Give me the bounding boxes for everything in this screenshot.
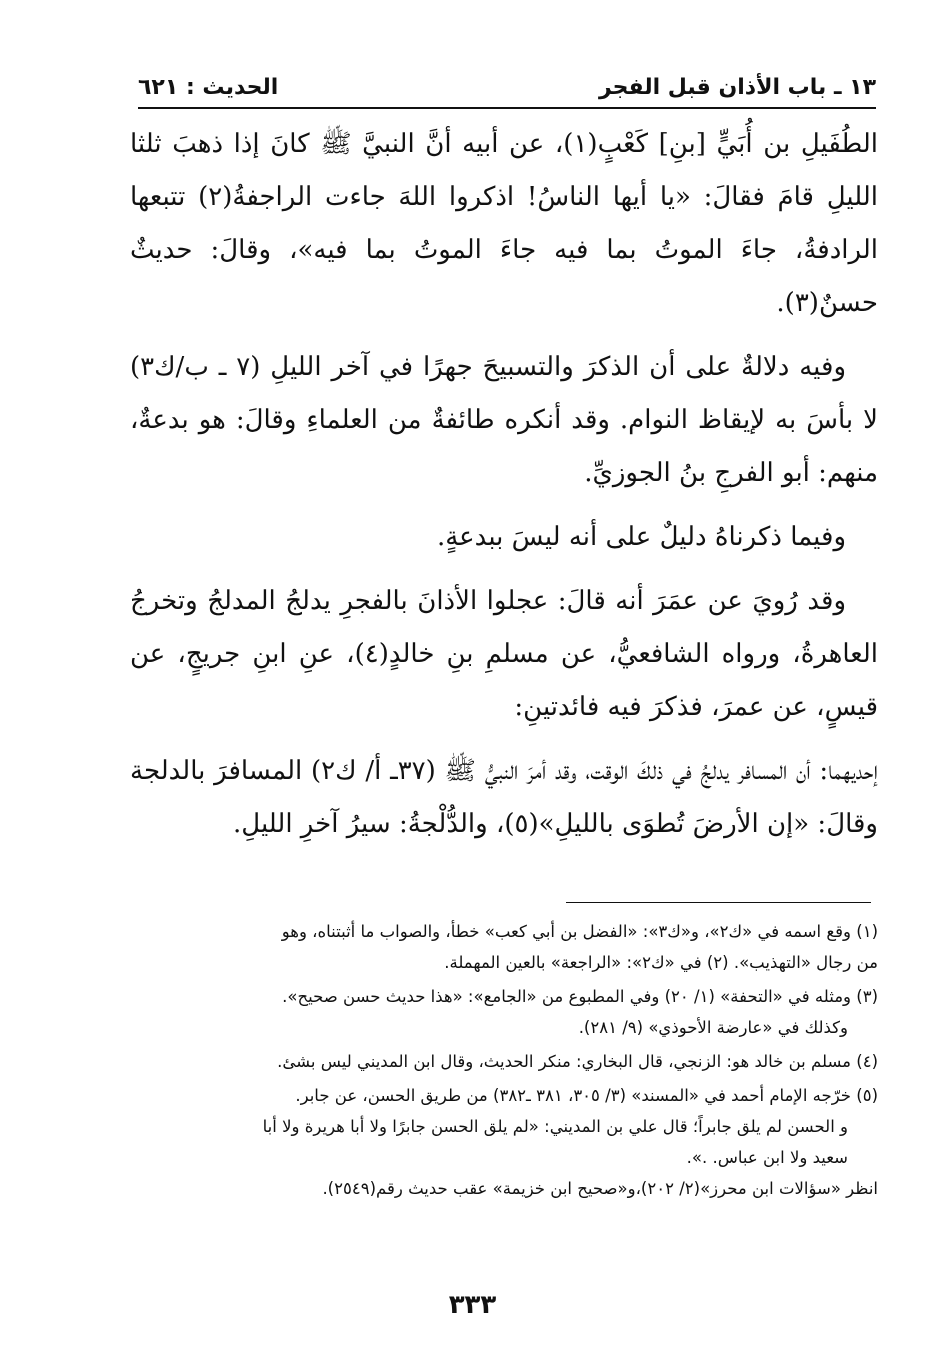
footnote-3 bbox=[130, 981, 878, 1043]
footnote-line: (٤) مسلم بن خالد هو: الزنجي، قال البخاري: منكر الحديث، وقال ابن المديني ليس بشئ. bbox=[277, 1052, 878, 1071]
page-number: ٣٣٣ bbox=[448, 1290, 497, 1320]
header-rule bbox=[138, 107, 876, 109]
footnote-line: وكذلك في «عارضة الأحوذي» (٩/ ٢٨١). bbox=[578, 1018, 848, 1037]
paragraph-4: وقد رُويَ عن عمَرَ أنه قالَ: عجلوا الأذانَ بالفجرِ يدلجُ المدلجُ وتخرجُ العاهرةُ، ورواه الشافعيُّ، عن مسلمِ بنِ خالدٍ(٤)، عنِ ابنِ جريجٍ، عن قيسٍ، عن عمرَ، فذكرَ فيه فائدتينِ: bbox=[130, 586, 878, 722]
footnote-line: (٣) ومثله في «التحفة» (١/ ٢٠) وفي المطبوع من «الجامع»: «هذا حديث حسن صحيح». bbox=[282, 987, 878, 1006]
footnote-5 bbox=[130, 1080, 878, 1204]
footnote-line: سعيد ولا ابن عباس. .». bbox=[686, 1148, 848, 1167]
paragraph-5: إحديهما: أن المسافر يدلجُ في ذلكَ الوقت، وقد أمرَ النبيُّ ﷺ (٣٧ـ أ/ ك٢) المسافرَ بالدلجة وقالَ: «إن الأرضَ تُطوَى بالليلِ»(٥)، والدُّلْجةُ: سيرُ آخرِ الليلِ. bbox=[130, 756, 879, 839]
paragraph-3: وفيما ذكرناهُ دليلٌ على أنه ليسَ ببدعةٍ. bbox=[436, 522, 846, 552]
chapter-title: ١٣ ـ باب الأذان قبل الفجر bbox=[598, 74, 876, 100]
main-text bbox=[130, 118, 878, 862]
footnote-line: انظر «سؤالات ابن محرز»(٢/ ٢٠٢)،و«صحيح ابن خزيمة» عقب حديث رقم(٢٥٤٩). bbox=[322, 1179, 878, 1198]
hadith-number: الحديث : ٦٢١ bbox=[138, 74, 279, 100]
running-header bbox=[138, 70, 876, 104]
footnote-line: من رجال «التهذيب». (٢) في «ك٢»: «الراجعة» بالعين المهملة. bbox=[444, 953, 878, 972]
footnote-line: (١) وقع اسمه في «ك٢»، و«ك٣»: «الفضل بن أبي كعب» خطأ، والصواب ما أثبتناه، وهو bbox=[281, 922, 878, 941]
footnote-line: (٥) خرّجه الإمام أحمد في «المسند» (٣/ ٣٠٥، ٣٨١ ـ٣٨٢) من طريق الحسن، عن جابر. bbox=[295, 1086, 878, 1105]
footnote-line: و الحسن لم يلق جابراً؛ قال علي بن المديني: «لم يلق الحسن جابرًا ولا أبا هريرة ولا أبا bbox=[262, 1117, 848, 1136]
footnote-1-2 bbox=[130, 916, 878, 978]
footnote-rule bbox=[566, 902, 871, 903]
paragraph-2: وفيه دلالةٌ على أن الذكرَ والتسبيحَ جهرًا في آخر الليلِ (٧ ـ ب/ك٣) لا بأسَ به لإيقاظ النوام. وقد أنكره طائفةٌ من العلماءِ وقالَ: هو بدعةٌ، منهم: أبو الفرجِ بنُ الجوزيِّ. bbox=[130, 352, 878, 488]
paragraph-1: الطُفَيلِ بن أُبَيٍّ [بنِ] كَعْبٍ(١)، عن أبيه أنَّ النبيَّ ﷺ كانَ إذا ذهبَ ثلثا الليلِ قامَ فقالَ: «يا أيها الناسُ! اذكروا اللهَ جاءت الراجفةُ(٢) تتبعها الرادفةُ، جاءَ الموتُ بما فيه جاءَ الموتُ بما فيه»، وقالَ: حديثٌ حسنٌ(٣). bbox=[130, 129, 878, 318]
footnotes bbox=[130, 916, 878, 1207]
footnote-4 bbox=[130, 1046, 878, 1077]
